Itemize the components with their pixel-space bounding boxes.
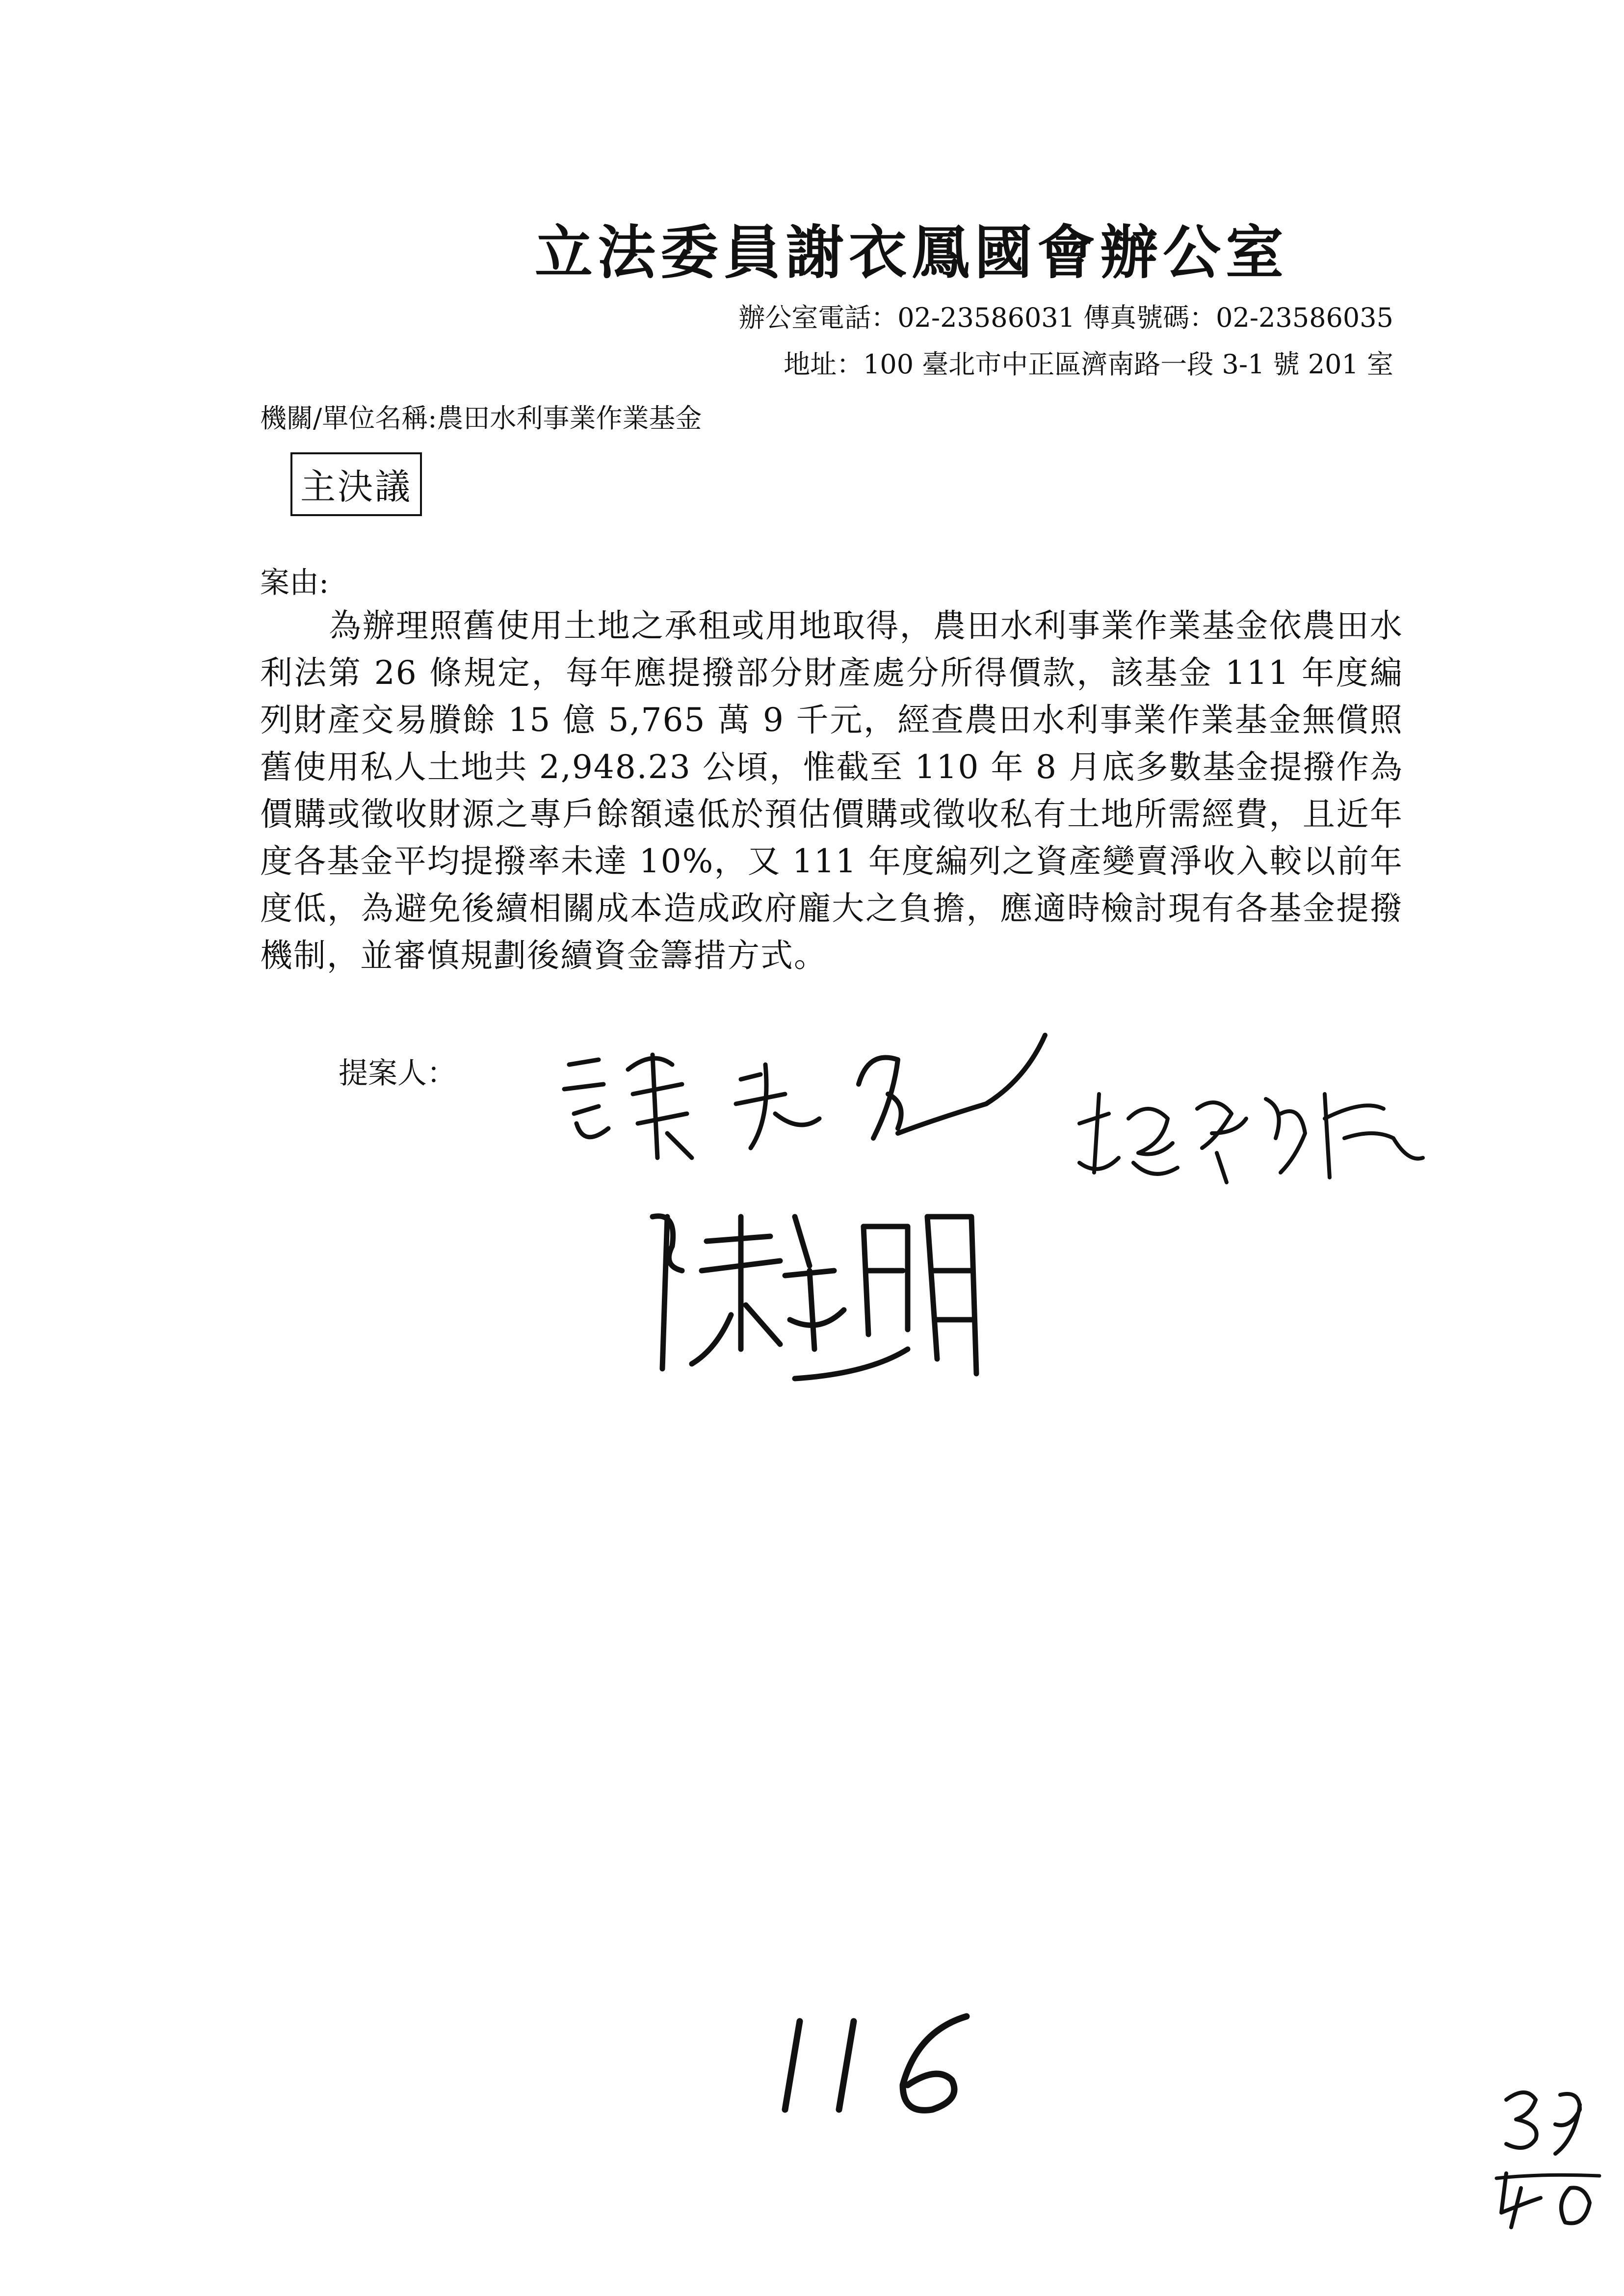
office-phone-fax: 辦公室電話：02-23586031 傳真號碼：02-23586035 [738,302,1393,333]
subject-label: 案由: [260,566,329,600]
proposer-label: 提案人： [339,1056,456,1091]
signature-2 [1070,1065,1442,1192]
handwritten-page-number [770,2002,996,2119]
motion-body: 為辦理照舊使用土地之承租或用地取得，農田水利事業作業基金依農田水利法第 26 條規定，每年應提撥部分財產處分所得價款，該基金 111 年度編列財產交易賸餘 15 億 5,765 萬 9 千元，經查農田水利事業作業基金無償照舊使用私人土地共 2,948.23 公頃，惟截至 110 年 8 月底多數基金提撥作為價購或徵收財源之專戶餘額遠低於預估價購或徵收私有土地所需經費，且近年度各基金平均提撥率未達 10%，又 111 年度編列之資產變賣淨收入較以前年度低，為避免後續相關成本造成政府龐大之負擔，應適時檢討現有各基金提撥機制，並審慎規劃後續資金籌措方式。 [260,607,1403,974]
agency-name: 機關/單位名稱:農田水利事業作業基金 [260,403,702,434]
signature-1 [554,1020,1070,1168]
signature-3 [633,1187,1006,1393]
decision-type-box: 主決議 [290,452,422,516]
letterhead-title: 立法委員謝衣鳳國會辦公室 [535,218,1289,287]
handwritten-fraction [1487,2080,1614,2237]
office-address: 地址：100 臺北市中正區濟南路一段 3-1 號 201 室 [784,349,1393,380]
